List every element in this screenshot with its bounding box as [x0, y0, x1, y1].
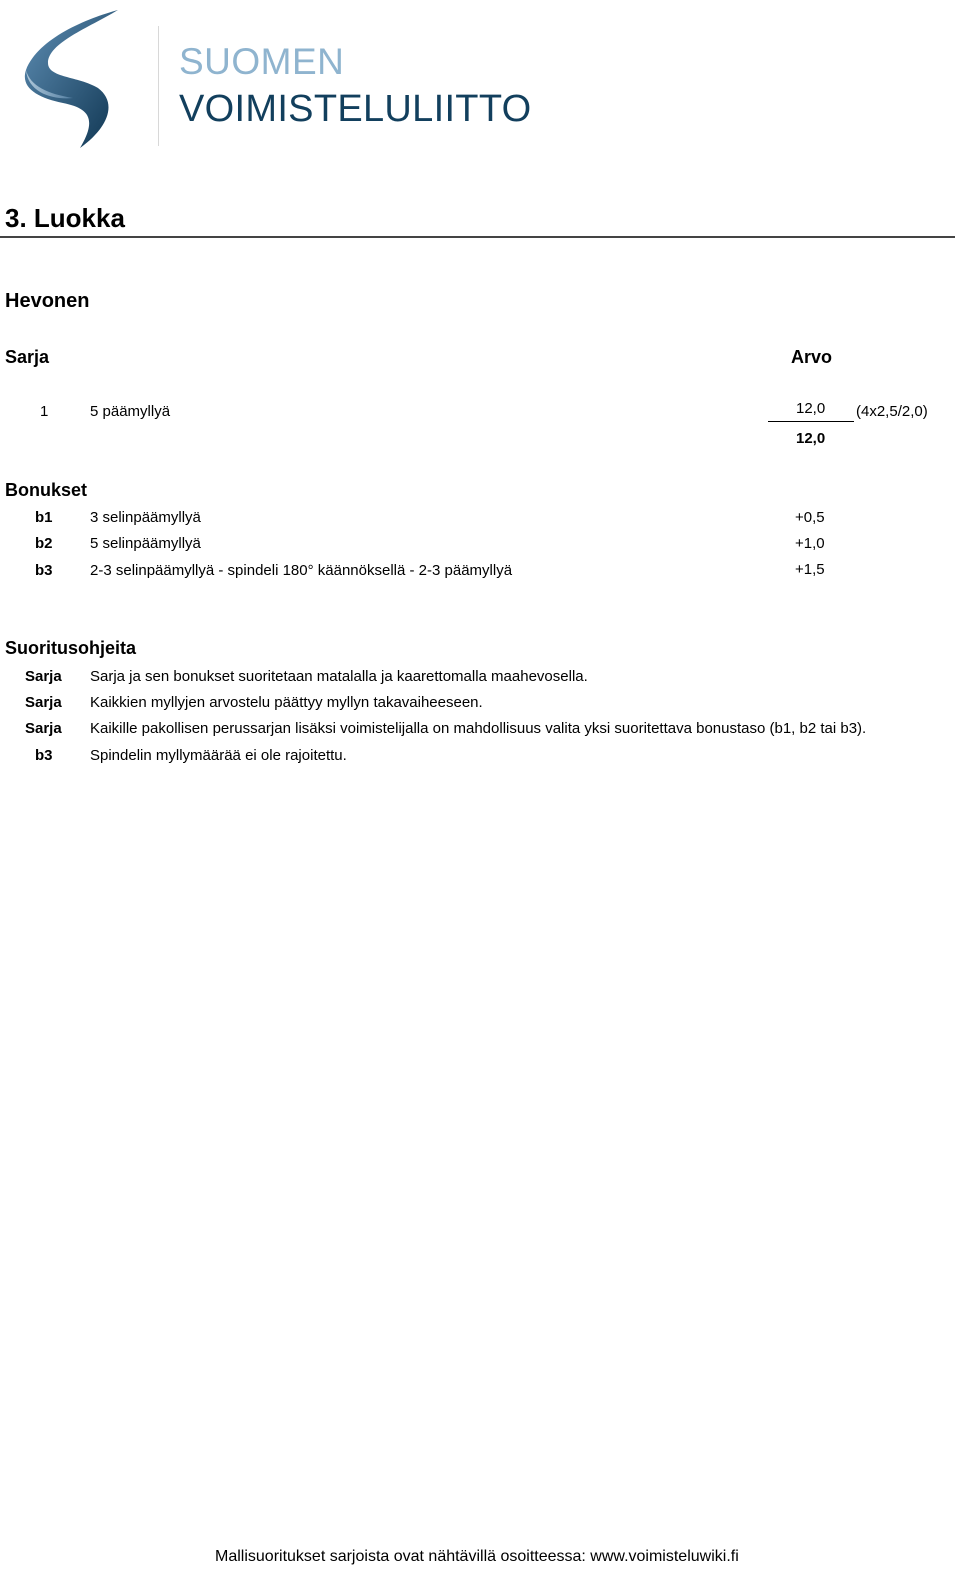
- bonus-value: +1,5: [795, 561, 825, 578]
- instruction-code: Sarja: [25, 668, 62, 685]
- federation-logo: [18, 8, 532, 153]
- bonus-text: 2-3 selinpäämyllyä - spindeli 180° käännöksellä - 2-3 päämyllyä: [90, 562, 513, 579]
- routine-header-value: Arvo: [791, 347, 833, 367]
- page-title: 3. Luokka: [5, 203, 125, 233]
- bonus-code: b2: [35, 535, 53, 552]
- routine-row-note: (4x2,5/2,0): [856, 403, 928, 420]
- footer-note: Mallisuoritukset sarjoista ovat nähtävillä osoitteessa: www.voimisteluwiki.fi: [215, 1548, 739, 1565]
- bonus-value: +1,0: [795, 535, 825, 552]
- routine-total: 12,0: [796, 430, 826, 447]
- instruction-text: Sarja ja sen bonukset suoritetaan matalalla ja kaarettomalla maahevosella.: [90, 668, 588, 685]
- logo-divider: [158, 26, 159, 146]
- routine-row-text: 5 päämyllyä: [90, 403, 171, 420]
- bonus-text: 5 selinpäämyllyä: [90, 535, 201, 552]
- routine-row-number: 1: [40, 403, 49, 420]
- bonus-text: 3 selinpäämyllyä: [90, 509, 201, 526]
- bonus-value: +0,5: [795, 509, 825, 526]
- apparatus-heading: Hevonen: [5, 290, 90, 312]
- logo-text-voimisteluliitto: VOIMISTELULIITTO: [179, 88, 532, 130]
- sum-line: [768, 421, 854, 422]
- instruction-code: Sarja: [25, 720, 62, 737]
- instruction-text: Spindelin myllymäärää ei ole rajoitettu.: [90, 747, 347, 764]
- bonus-code: b1: [35, 509, 53, 526]
- routine-header-label: Sarja: [5, 347, 50, 367]
- instruction-code: Sarja: [25, 694, 62, 711]
- bonuses-heading: Bonukset: [5, 480, 88, 500]
- instruction-text: Kaikkien myllyjen arvostelu päättyy myllyn takavaiheeseen.: [90, 694, 483, 711]
- instructions-heading: Suoritusohjeita: [5, 638, 137, 658]
- swoosh-logo-icon: [18, 8, 138, 153]
- routine-row-value: 12,0: [796, 400, 826, 417]
- title-divider: [0, 236, 955, 238]
- instruction-code: b3: [35, 747, 53, 764]
- instruction-text: Kaikille pakollisen perussarjan lisäksi voimistelijalla on mahdollisuus valita yksi suoritettava bonustaso (b1, b2 tai b3).: [90, 720, 867, 737]
- bonus-code: b3: [35, 562, 53, 579]
- logo-text-suomen: SUOMEN: [179, 41, 345, 82]
